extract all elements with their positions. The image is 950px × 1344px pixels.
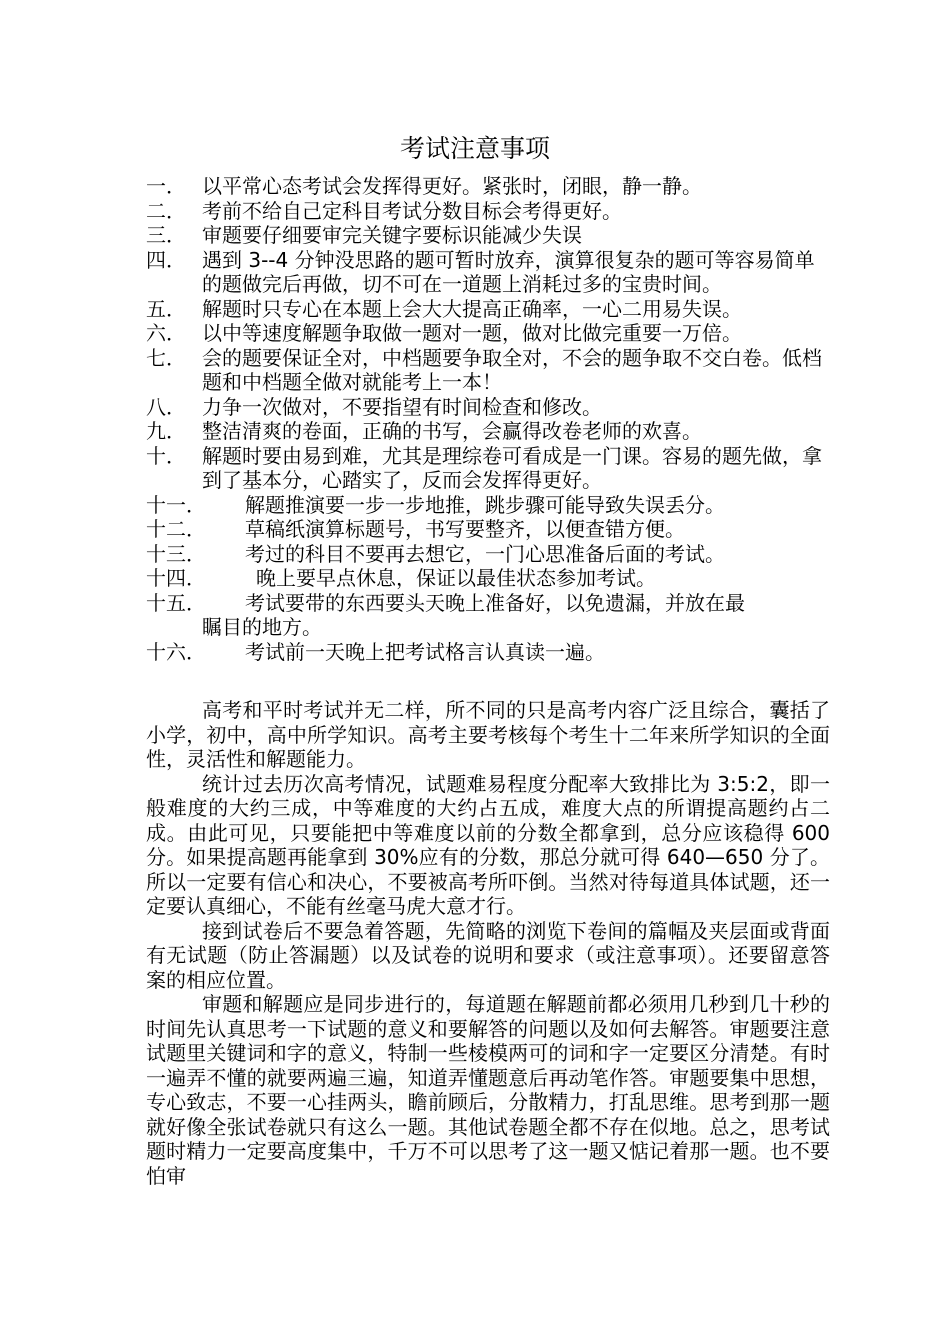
list-item [146, 517, 826, 542]
item-text: 遇到 3--4 分钟没思路的题可暂时放弃，演算很复杂的题可等容易简单的题做完后再做，切不可在一道题上消耗过多的宝贵时间。 [202, 247, 815, 296]
item-number: 十五． [146, 590, 206, 615]
list-item [146, 395, 826, 420]
item-text: 草稿纸演算标题号，书写要整齐，以便查错方便。 [245, 517, 685, 541]
list-item [146, 346, 826, 395]
item-number: 三． [146, 223, 186, 247]
item-number: 五． [146, 296, 186, 321]
item-number: 十一． [146, 492, 206, 517]
item-text: 审题要仔细要审完关键字要标识能减少失误 [202, 223, 582, 247]
item-text: 整洁清爽的卷面，正确的书写，会赢得改卷老师的欢喜。 [202, 419, 702, 443]
item-number: 十三． [146, 541, 206, 566]
list-item [146, 199, 826, 224]
list-item [146, 174, 826, 199]
list-item [146, 321, 826, 346]
paragraph: 审题和解题应是同步进行的，每道题在解题前都必须用几秒到几十秒的时间先认真思考一下试题的意义和要解答的问题以及如何去解答。审题要注意试题里关键词和字的意义，特制一些棱模两可的词和字一定要区分清楚。有时一遍弄不懂的就要两遍三遍，知道弄懂题意后再动笔作答。审题要集中思想，专心致志，不要一心挂两头，瞻前顾后，分散精力，打乱思维。思考到那一题就好像全张试卷就只有这么一题。其他试卷题全都不存在似地。总之，思考试题时精力一定要高度集中，千万不可以思考了这一题又惦记着那一题。也不要怕审 [146, 992, 830, 1188]
notice-list [146, 174, 826, 664]
item-number: 九． [146, 419, 186, 443]
item-number: 二． [146, 198, 186, 223]
item-text: 考前不给自己定科目考试分数目标会考得更好。 [202, 198, 622, 223]
item-text: 力争一次做对，不要指望有时间检查和修改。 [202, 394, 602, 419]
paragraph: 高考和平时考试并无二样，所不同的只是高考内容广泛且综合，囊括了小学，初中，高中所学知识。高考主要考核每个考生十二年来所学知识的全面性，灵活性和解题能力。 [146, 698, 830, 771]
item-text: 以中等速度解题争取做一题对一题，做对比做完重要一万倍。 [202, 321, 742, 345]
item-number: 十四． [146, 566, 206, 590]
item-number: 十六． [146, 639, 206, 664]
list-item [146, 591, 826, 616]
item-text: 考过的科目不要再去想它，一门心思准备后面的考试。 [245, 541, 725, 566]
list-item [146, 493, 826, 518]
list-item [146, 248, 826, 297]
item-text: 晚上要早点休息，保证以最佳状态参加考试。 [256, 566, 656, 590]
list-item-continuation [146, 615, 826, 640]
item-number: 四． [146, 247, 186, 272]
list-item [146, 223, 826, 248]
paragraph: 统计过去历次高考情况，试题难易程度分配率大致排比为 3:5:2，即一般难度的大约三成，中等难度的大约占五成，难度大点的所谓提高题约占二成。由此可见，只要能把中等难度以前的分数全都拿到，总分应该稳得 600 分。如果提高题再能拿到 30%应有的分数，那总分就可得 640—650 分了。所以一定要有信心和决心，不要被高考所吓倒。当然对待每道具体试题，还一定要认真细心，不能有丝毫马虎大意才行。 [146, 771, 830, 918]
item-number: 十． [146, 443, 186, 468]
list-item [146, 297, 826, 322]
paragraph: 接到试卷后不要急着答题，先简略的浏览下卷间的篇幅及夹层面或背面有无试题（防止答漏题）以及试卷的说明和要求（或注意事项）。还要留意答案的相应位置。 [146, 918, 830, 992]
item-text: 考试前一天晚上把考试格言认真读一遍。 [245, 639, 605, 664]
item-number: 六． [146, 321, 186, 345]
item-text: 以平常心态考试会发挥得更好。紧张时，闭眼，静一静。 [202, 174, 702, 198]
item-text: 解题时要由易到难，尤其是理综卷可看成是一门课。容易的题先做，拿到了基本分，心踏实了，反而会发挥得更好。 [202, 443, 822, 492]
item-number: 十二． [146, 517, 206, 541]
item-text: 会的题要保证全对，中档题要争取全对，不会的题争取不交白卷。低档题和中档题全做对就能考上一本！ [202, 345, 822, 394]
item-number-spacer [146, 615, 202, 640]
list-item [146, 444, 826, 493]
item-text: 解题时只专心在本题上会大大提高正确率，一心二用易失误。 [202, 296, 742, 321]
item-number: 一． [146, 174, 186, 198]
list-item [146, 419, 826, 444]
list-item [146, 640, 826, 665]
list-item [146, 566, 826, 591]
item-number: 七． [146, 345, 186, 370]
list-item [146, 542, 826, 567]
item-text: 考试要带的东西要头天晚上准备好，以免遗漏，并放在最 [245, 590, 745, 615]
item-text: 瞩目的地方。 [202, 615, 322, 639]
item-number: 八． [146, 394, 186, 419]
item-text: 解题推演要一步一步地推，跳步骤可能导致失误丢分。 [245, 492, 725, 517]
document-title: 考试注意事项 [399, 134, 550, 163]
body-text [146, 698, 830, 1188]
